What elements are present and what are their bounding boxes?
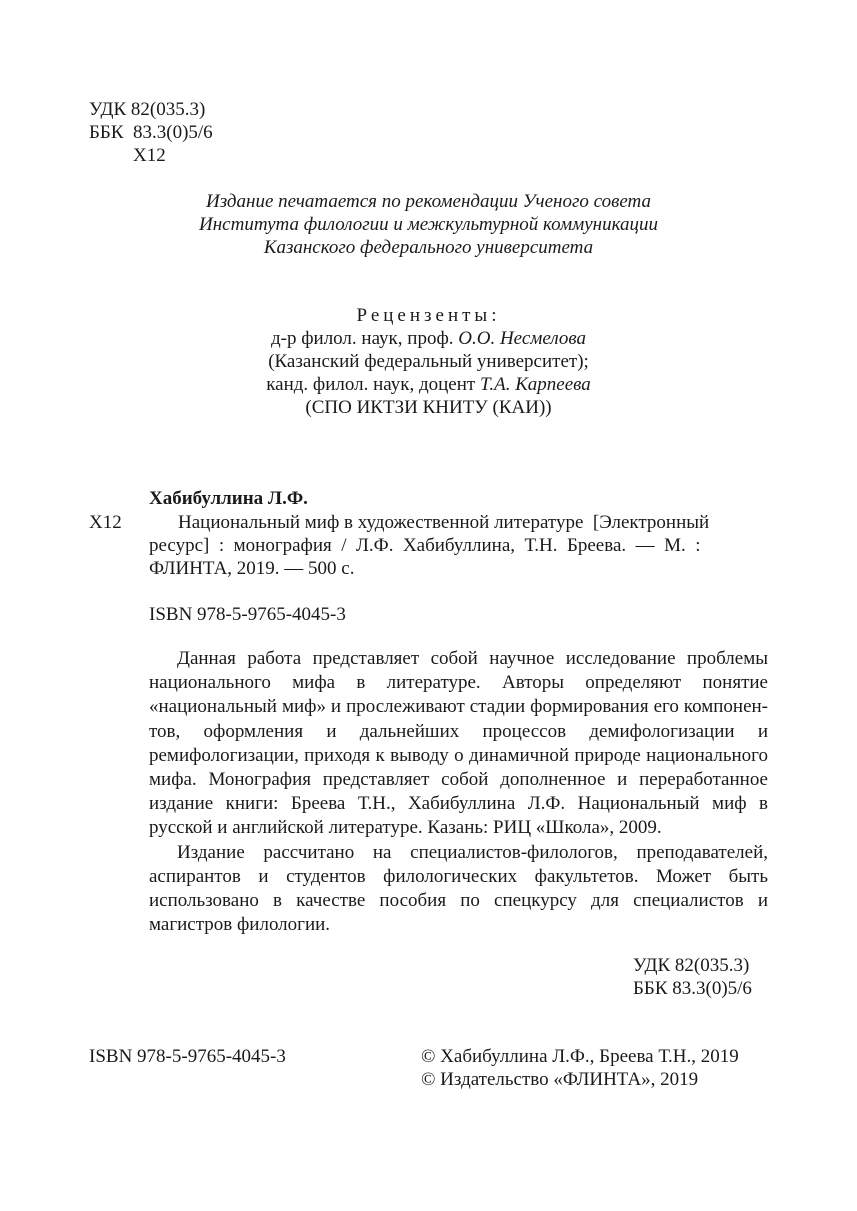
footer-udk: УДК 82(035.3) xyxy=(633,955,750,976)
recommendation-line: Казанского федерального университета xyxy=(263,237,594,258)
copyright-authors: © Хабибуллина Л.Ф., Бреева Т.Н., 2019 xyxy=(421,1046,739,1067)
reviewer-2-org: (СПО ИКТЗИ КНИТУ (КАИ)) xyxy=(305,397,552,418)
catalog-title-line: Национальный миф в художественной литературе [Электронный xyxy=(178,512,710,533)
catalog-title-line: ФЛИНТА, 2019. — 500 с. xyxy=(149,558,355,579)
abstract-paragraph: Издание рассчитано на специалистов-филологов, преподавателей, аспирантов и студентов филологических факультетов. Может быть использовано в качестве пособия по спецкурсу для специалистов и магистров филологии. xyxy=(149,841,768,936)
reviewer-2-name: Т.А. Карпеева xyxy=(479,374,591,395)
reviewer-1 xyxy=(0,327,857,350)
reviewer-1-degree: д-р филол. наук, проф. xyxy=(270,328,459,349)
reviewers-title: Рецензенты: xyxy=(356,305,501,326)
reviewer-2 xyxy=(0,373,857,396)
abstract-paragraph: Данная работа представляет собой научное исследование проблемы национального мифа в литературе. Авторы определяют понятие «национальный миф» и прослеживают стадии формирования его компонен-тов, оформления и дальнейших процессов демифологизации и ремифологизации, приходя к выводу о динамичной природе национального мифа. Монография представляет собой дополненное и переработанное издание книги: Бреева Т.Н., Хабибуллина Л.Ф. Национальный миф в русской и английской литературе. Казань: РИЦ «Школа», 2009. xyxy=(149,648,768,839)
copyright-publisher: © Издательство «ФЛИНТА», 2019 xyxy=(421,1069,699,1090)
catalog-isbn: ISBN 978-5-9765-4045-3 xyxy=(149,604,346,625)
author-mark: Х12 xyxy=(133,145,166,166)
bbk-code: ББК 83.3(0)5/6 xyxy=(89,122,213,143)
catalog-mark: Х12 xyxy=(89,512,122,533)
bottom-isbn: ISBN 978-5-9765-4045-3 xyxy=(89,1046,286,1067)
udk-code: УДК 82(035.3) xyxy=(89,99,206,120)
recommendation-line: Института филологии и межкультурной коммуникации xyxy=(199,214,658,235)
reviewer-1-name: О.О. Несмелова xyxy=(458,328,587,349)
footer-bbk: ББК 83.3(0)5/6 xyxy=(633,978,752,999)
catalog-title-line: ресурс] : монография / Л.Ф. Хабибуллина, Т.Н. Бреева. — М. : xyxy=(149,535,701,556)
reviewer-2-degree: канд. филол. наук, доцент xyxy=(266,374,480,395)
abstract xyxy=(149,647,768,937)
reviewer-1-org: (Казанский федеральный университет); xyxy=(268,351,589,372)
catalog-author: Хабибуллина Л.Ф. xyxy=(149,488,308,509)
recommendation-line: Издание печатается по рекомендации Ученого совета xyxy=(206,191,651,212)
